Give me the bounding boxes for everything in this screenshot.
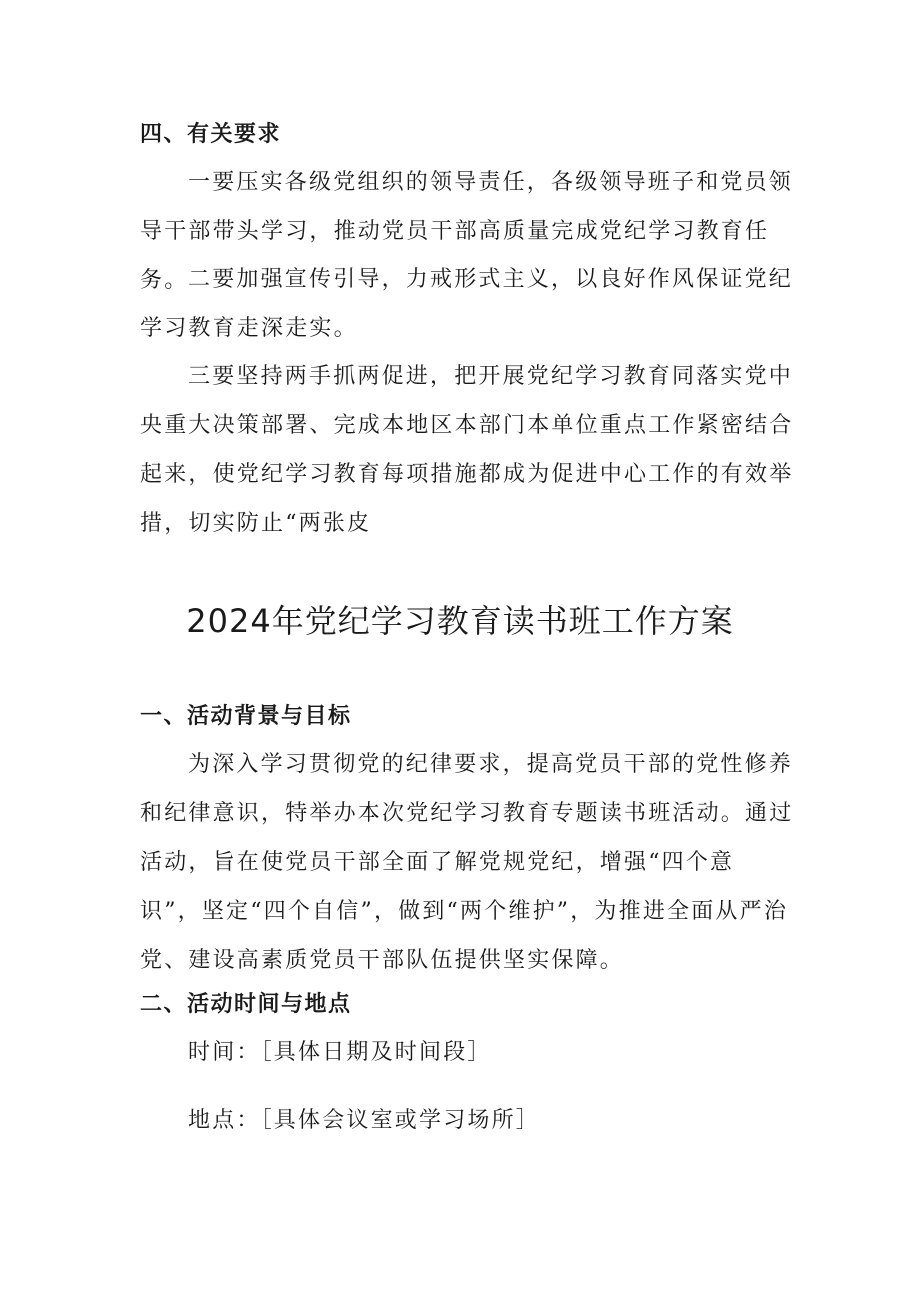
section-2-heading: 二、活动时间与地点 [140,992,352,1017]
activity-place: 地点：［具体会议室或学习场所］ [188,1108,541,1133]
activity-time: 时间：［具体日期及时间段］ [188,1040,492,1065]
section-4-paragraph-2: 二要加强宣传引导，力戒形式主义，以良好作风保证党纪学习教育走深走实。 [140,267,794,341]
document-title: 2024年党纪学习教育读书班工作方案 [186,602,734,640]
section-4-paragraph-3: 三要坚持两手抓两促进，把开展党纪学习教育同落实党中央重大决策部署、完成本地区本部门本单位重点工作紧密结合起来，使党纪学习教育每项措施都成为促进中心工作的有效举措，切实防止“两张皮 [140,364,794,536]
section-4-heading: 四、有关要求 [140,122,282,147]
section-4-paragraph-1: 一要压实各级党组织的领导责任，各级领导班子和党员领导干部带头学习，推动党员干部高质量完成党纪学习教育任务。 [140,170,794,293]
section-1-paragraph: 为深入学习贯彻党的纪律要求，提高党员干部的党性修养和纪律意识，特举办本次党纪学习教育专题读书班活动。通过活动，旨在使党员干部全面了解党规党纪，增强“四个意识”，坚定“四个自信”，做到“两个维护”，为推进全面从严治党、建设高素质党员干部队伍提供坚实保障。 [140,752,794,973]
section-1-heading: 一、活动背景与目标 [140,704,352,729]
